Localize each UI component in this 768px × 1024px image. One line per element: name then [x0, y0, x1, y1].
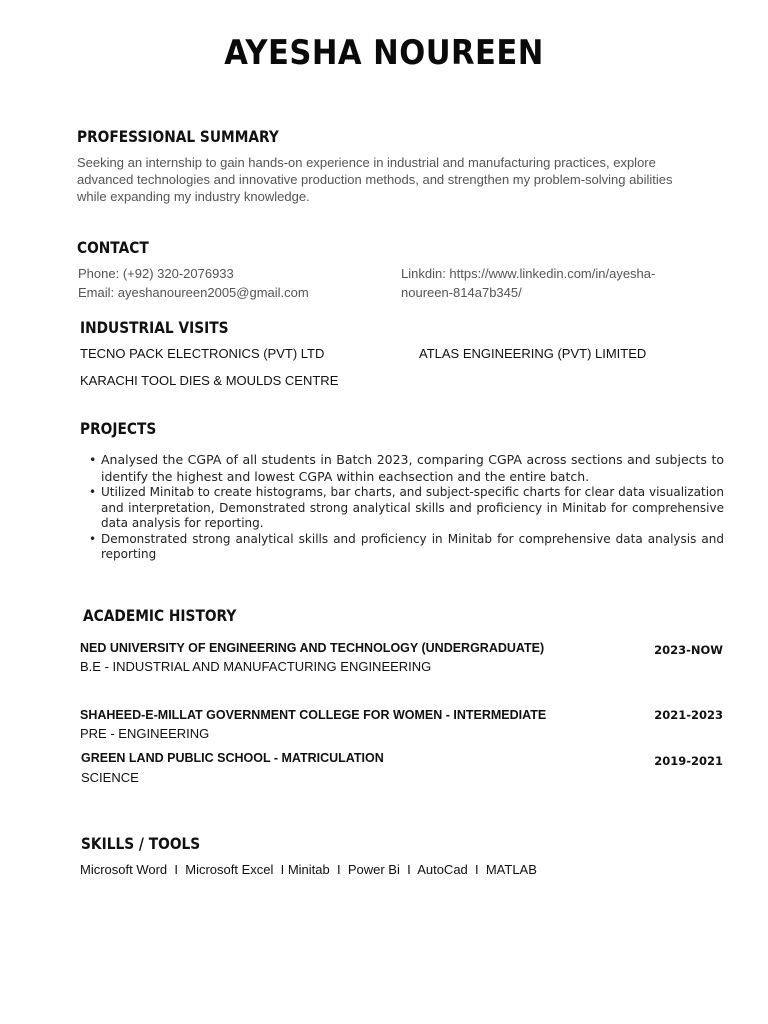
degree-name: PRE - ENGINEERING [80, 726, 210, 741]
summary-line: while expanding my industry knowledge. [77, 189, 310, 204]
summary-heading: PROFESSIONAL SUMMARY [77, 127, 279, 146]
contact-heading: CONTACT [77, 238, 149, 257]
skill-item: Microsoft Word [80, 862, 168, 877]
skills-heading: SKILLS / TOOLS [81, 834, 201, 853]
skill-item: Microsoft Excel [185, 862, 274, 877]
skill-item: Minitab [287, 862, 330, 877]
study-years: 2019-2021 [654, 754, 723, 768]
visit-item: KARACHI TOOL DIES & MOULDS CENTRE [80, 373, 339, 388]
summary-line: advanced technologies and innovative production methods, and strengthen my problem-solving abilities [77, 172, 673, 187]
project-item: • Demonstrated strong analytical skills and proficiency in Minitab for comprehensive data analysis and reporting [89, 532, 724, 563]
project-item: • Utilized Minitab to create histograms, bar charts, and subject-specific charts for clear data visualization and interpretation, Demonstrated strong analytical skills and proficiency in Minitab for comprehensive data analysis for reporting. [89, 485, 724, 532]
study-years: 2021-2023 [654, 708, 723, 722]
visits-heading: INDUSTRIAL VISITS [80, 318, 229, 337]
projects-list [89, 451, 724, 563]
contact-linkedin [401, 265, 655, 301]
linkedin-line: noureen-814a7b345/ [401, 285, 522, 300]
contact-phone: Phone: (+92) 320-2076933 [78, 266, 234, 281]
skill-separator: I [329, 862, 348, 877]
skill-separator: I [467, 862, 486, 877]
skill-item: Power Bi [347, 862, 400, 877]
institution-name: GREEN LAND PUBLIC SCHOOL - MATRICULATION [81, 751, 384, 765]
institution-name: NED UNIVERSITY OF ENGINEERING AND TECHNOLOGY (UNDERGRADUATE) [80, 641, 545, 655]
project-item: • Analysed the CGPA of all students in Batch 2023, comparing CGPA across sections and subjects to identify the highest and lowest CGPA within eachsection and the entire batch. [89, 451, 724, 485]
academic-heading: ACADEMIC HISTORY [83, 606, 237, 625]
skill-separator: I [167, 862, 186, 877]
study-years: 2023-NOW [654, 643, 723, 657]
institution-name: SHAHEED-E-MILLAT GOVERNMENT COLLEGE FOR WOMEN - INTERMEDIATE [80, 708, 547, 722]
visit-item: TECNO PACK ELECTRONICS (PVT) LTD [80, 346, 325, 361]
skills-list [80, 862, 537, 877]
skill-item: MATLAB [485, 862, 537, 877]
skill-separator: I [273, 862, 288, 877]
summary-text [77, 154, 717, 205]
degree-name: SCIENCE [81, 770, 139, 785]
skill-item: AutoCad [417, 862, 468, 877]
candidate-name: AYESHA NOUREEN [224, 33, 544, 73]
linkedin-line: Linkdin: https://www.linkedin.com/in/ayesha- [401, 266, 656, 281]
visit-item: ATLAS ENGINEERING (PVT) LIMITED [419, 346, 647, 361]
degree-name: B.E - INDUSTRIAL AND MANUFACTURING ENGINEERING [80, 659, 432, 674]
skill-separator: I [399, 862, 418, 877]
summary-line: Seeking an internship to gain hands-on experience in industrial and manufacturing practices, explore [77, 155, 656, 170]
contact-email: Email: ayeshanoureen2005@gmail.com [78, 285, 309, 300]
projects-heading: PROJECTS [80, 419, 157, 438]
